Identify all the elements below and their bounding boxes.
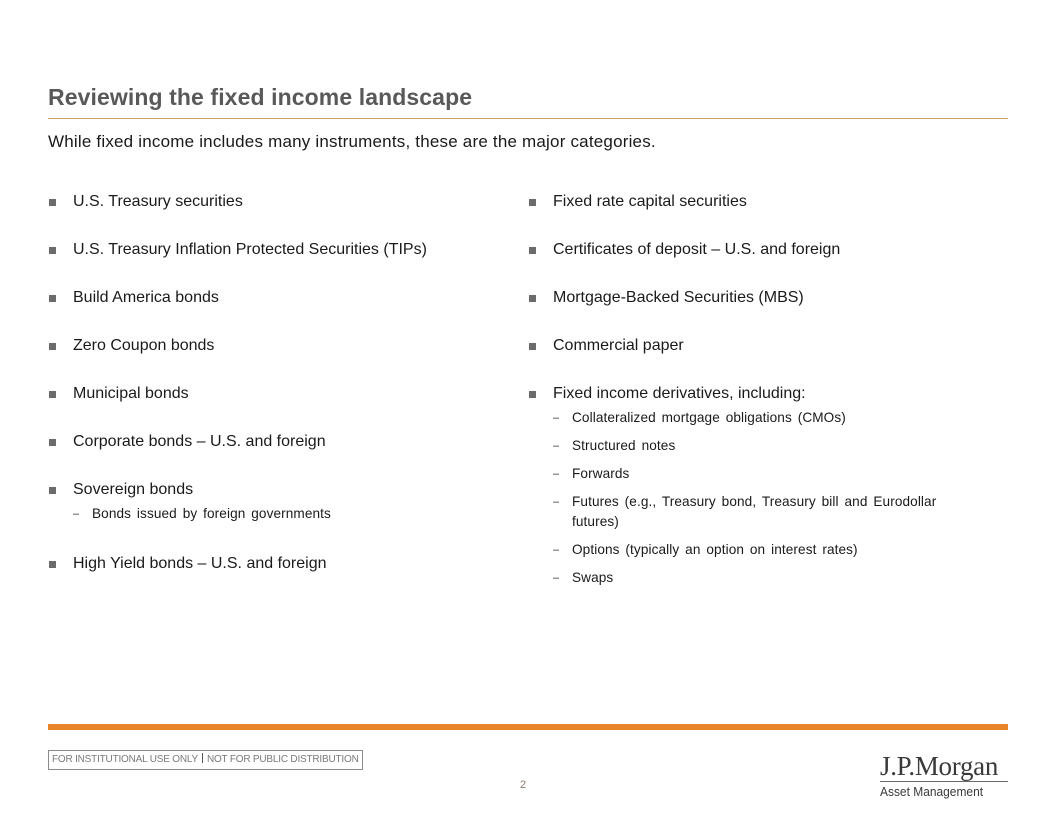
bullet-text: Commercial paper — [553, 337, 684, 354]
bullet-item — [529, 192, 959, 212]
square-bullet-icon — [529, 295, 536, 302]
square-bullet-icon — [49, 343, 56, 350]
sub-bullet-text: Swaps — [572, 570, 614, 585]
dash-bullet-icon: – — [553, 468, 560, 480]
square-bullet-icon — [49, 487, 56, 494]
bullet-item — [529, 288, 959, 308]
dash-bullet-icon: – — [553, 412, 560, 424]
square-bullet-icon — [49, 561, 56, 568]
square-bullet-icon — [529, 247, 536, 254]
bullet-item — [529, 336, 959, 356]
sub-bullet-item — [553, 464, 959, 484]
sub-bullet-list — [73, 504, 509, 524]
square-bullet-icon — [529, 199, 536, 206]
left-bullet-list — [49, 192, 509, 602]
bullet-text: Fixed rate capital securities — [553, 193, 747, 210]
square-bullet-icon — [49, 439, 56, 446]
sub-bullet-item — [553, 540, 959, 560]
bullet-item — [49, 240, 509, 260]
bullet-text: Mortgage-Backed Securities (MBS) — [553, 289, 804, 306]
bullet-text: Certificates of deposit – U.S. and foreign — [553, 241, 841, 258]
bullet-item — [529, 384, 959, 588]
sub-bullet-item — [553, 408, 959, 428]
title-divider — [48, 118, 1008, 119]
bullet-text: U.S. Treasury Inflation Protected Securities (TIPs) — [73, 241, 427, 258]
sub-bullet-list — [553, 408, 959, 588]
bullet-item — [49, 288, 509, 308]
disclaimer-separator — [202, 753, 203, 763]
dash-bullet-icon: – — [73, 508, 80, 520]
footer-accent-bar — [48, 724, 1008, 730]
sub-bullet-item — [73, 504, 509, 524]
dash-bullet-icon: – — [553, 544, 560, 556]
square-bullet-icon — [49, 295, 56, 302]
sub-bullet-text: Collateralized mortgage obligations (CMOs) — [572, 410, 846, 425]
bullet-text: Zero Coupon bonds — [73, 337, 215, 354]
bullet-item — [49, 384, 509, 404]
right-bullet-list — [529, 192, 959, 618]
sub-bullet-text: Structured notes — [572, 438, 676, 453]
page-title: Reviewing the fixed income landscape — [48, 84, 473, 110]
bullet-text: Corporate bonds – U.S. and foreign — [73, 433, 326, 450]
logo-divider — [880, 781, 1008, 782]
square-bullet-icon — [49, 199, 56, 206]
disclaimer-institutional: FOR INSTITUTIONAL USE ONLY — [52, 754, 198, 765]
sub-bullet-item — [553, 436, 959, 456]
distribution-disclaimer — [48, 750, 363, 770]
logo-subtitle: Asset Management — [880, 784, 984, 799]
square-bullet-icon — [49, 247, 56, 254]
square-bullet-icon — [529, 343, 536, 350]
bullet-item — [49, 192, 509, 212]
sub-bullet-text: Bonds issued by foreign governments — [92, 506, 331, 521]
bullet-text: U.S. Treasury securities — [73, 193, 243, 210]
square-bullet-icon — [529, 391, 536, 398]
sub-bullet-item — [553, 492, 959, 532]
dash-bullet-icon: – — [553, 440, 560, 452]
disclaimer-public: NOT FOR PUBLIC DISTRIBUTION — [206, 754, 359, 765]
page-number: 2 — [520, 779, 527, 791]
bullet-text: Municipal bonds — [73, 385, 189, 402]
bullet-item — [49, 554, 509, 574]
page-subtitle: While fixed income includes many instruments, these are the major categories. — [48, 132, 656, 151]
bullet-item — [49, 432, 509, 452]
bullet-text: Build America bonds — [73, 289, 219, 306]
jpmorgan-logo — [880, 752, 1010, 799]
bullet-item — [529, 240, 959, 260]
sub-bullet-item — [553, 568, 959, 588]
logo-wordmark: J.P.Morgan — [880, 751, 999, 781]
bullet-text: High Yield bonds – U.S. and foreign — [73, 555, 327, 572]
sub-bullet-text: Futures (e.g., Treasury bond, Treasury bill and Eurodollar futures) — [572, 494, 937, 529]
bullet-item — [49, 480, 509, 524]
sub-bullet-text: Options (typically an option on interest rates) — [572, 542, 858, 557]
sub-bullet-text: Forwards — [572, 466, 630, 481]
bullet-text: Fixed income derivatives, including: — [553, 385, 806, 402]
square-bullet-icon — [49, 391, 56, 398]
dash-bullet-icon: – — [553, 572, 560, 584]
bullet-text: Sovereign bonds — [73, 481, 194, 498]
bullet-item — [49, 336, 509, 356]
dash-bullet-icon: – — [553, 496, 560, 508]
